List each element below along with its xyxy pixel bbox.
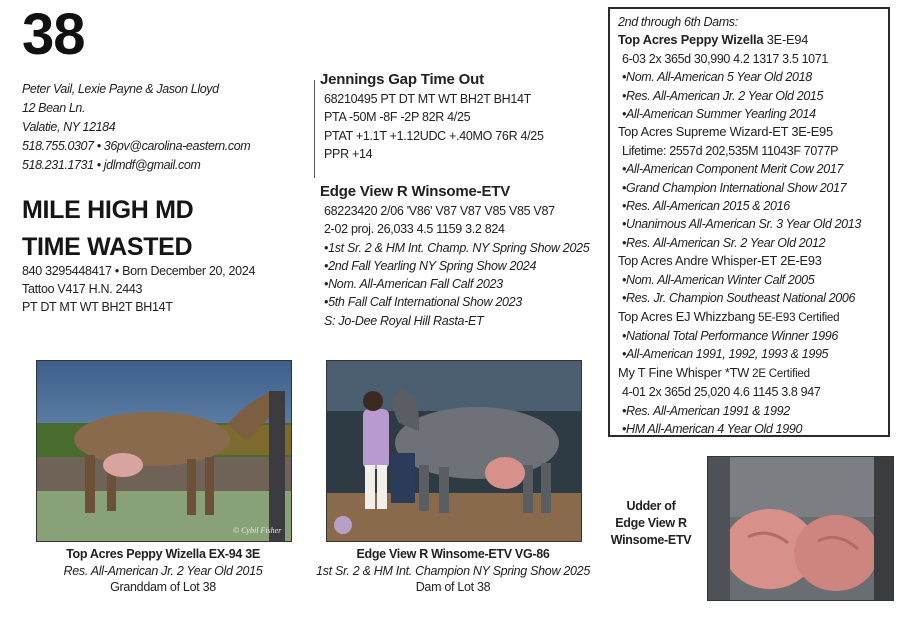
dam-caption [296, 546, 610, 596]
granddam-photo [36, 360, 292, 542]
dam-honor: •Nom. All-American Fall Calf 2023 [324, 277, 503, 292]
dam-6-honor: •Res. All-American 1991 & 1992 [622, 403, 790, 418]
dam-2-honor: •Res. All-American Jr. 2 Year Old 2015 [622, 88, 824, 103]
sire-line: PTAT +1.1T +1.12UDC +.40MO 76R 4/25 [324, 128, 544, 143]
dam-6-record: 4-01 2x 365d 25,020 4.6 1145 3.8 947 [622, 385, 821, 400]
dam-line: 68223420 2/06 'V86' V87 V87 V85 V85 V87 [324, 204, 555, 218]
dam-3-honor: •All-American Component Merit Cow 2017 [622, 162, 844, 177]
dam-6-honor: •HM All-American 4 Year Old 1990 [622, 421, 803, 436]
dam-6-name [618, 364, 888, 383]
granddam-caption-title: Top Acres Peppy Wizella EX-94 3E [66, 547, 260, 561]
animal-tattoo: Tattoo V417 H.N. 2443 [22, 282, 143, 296]
animal-id-birth: 840 3295448417 • Born December 20, 2024 [22, 264, 256, 278]
udder-caption-line2: Edge View R [615, 516, 687, 530]
animal-info [22, 262, 255, 316]
consignor-contact-2: 518.231.1731 • jdlmdf@gmail.com [22, 158, 201, 172]
lot-number: 38 [22, 2, 85, 67]
dam-4-honor: •Res. Jr. Champion Southeast National 2006 [622, 291, 856, 306]
dam-3-class: 3E-E95 [788, 124, 833, 140]
udder-image [708, 457, 893, 600]
dam-photo [326, 360, 582, 542]
dam-4-title: Top Acres Andre Whisper-ET [618, 253, 777, 269]
dam-4-honor: •Nom. All-American Winter Calf 2005 [622, 272, 815, 287]
udder-caption-line1: Udder of [626, 499, 676, 513]
dam-block [320, 183, 589, 330]
animal-name-line2: TIME WASTED [22, 233, 193, 261]
dam-3-honor: •Unanimous All-American Sr. 3 Year Old 2013 [622, 217, 861, 232]
dam-5-honor: •National Total Performance Winner 1996 [622, 328, 838, 343]
dam-sire-line: S: Jo-Dee Royal Hill Rasta-ET [324, 313, 484, 328]
consignor-names: Peter Vail, Lexie Payne & Jason Lloyd [22, 82, 219, 96]
dam-2-record: 6-03 2x 365d 30,990 4.2 1317 3.5 1071 [622, 51, 828, 66]
dam-5-class: 5E-E93 Certified [755, 311, 840, 324]
dam-2-honor: •Nom. All-American 5 Year Old 2018 [622, 70, 812, 85]
udder-caption [600, 498, 702, 549]
dam-caption-title: Edge View R Winsome-ETV VG-86 [356, 547, 550, 561]
dam-6-title: My T Fine Whisper *TW [618, 364, 750, 380]
dam-2-honor: •All-American Summer Yearling 2014 [622, 107, 816, 122]
dam-3-title: Top Acres Supreme Wizard-ET [618, 124, 789, 140]
dam-5-honor: •All-American 1991, 1992, 1993 & 1995 [622, 347, 829, 362]
animal-tests: PT DT MT WT BH2T BH14T [22, 300, 173, 314]
pedigree-divider [314, 80, 315, 178]
consignor-city: Valatie, NY 12184 [22, 120, 116, 134]
granddam-cow-image [37, 361, 291, 541]
sire-line: 68210495 PT DT MT WT BH2T BH14T [324, 92, 531, 106]
dam-3-honor: •Grand Champion International Show 2017 [622, 180, 847, 195]
consignor-street: 12 Bean Ln. [22, 101, 86, 115]
dam-2-class: 3E-E94 [763, 32, 809, 48]
dam-3-honor: •Res. All-American Sr. 2 Year Old 2012 [622, 235, 826, 250]
sire-name: Jennings Gap Time Out [320, 71, 484, 88]
dam-5-title: Top Acres EJ Whizzbang [618, 308, 756, 324]
dam-honor: •2nd Fall Yearling NY Spring Show 2024 [324, 258, 537, 273]
dam-2-title: Top Acres Peppy Wizella [618, 32, 764, 48]
dam-4-class: 2E-E93 [776, 253, 822, 269]
consignor-contact [22, 80, 250, 175]
dam-line: 2-02 proj. 26,033 4.5 1159 3.2 824 [324, 222, 505, 237]
animal-name-line1: MILE HIGH MD [22, 196, 194, 224]
dam-cow-image [327, 361, 581, 541]
dam-3-honor: •Res. All-American 2015 & 2016 [622, 199, 790, 214]
sire-line: PTA -50M -8F -2P 82R 4/25 [324, 110, 471, 125]
sire-line: PPR +14 [324, 146, 373, 161]
sire-block [320, 71, 544, 163]
dam-3-record: Lifetime: 2557d 202,535M 11043F 7077P [622, 143, 839, 158]
granddam-caption-relation: Granddam of Lot 38 [110, 580, 216, 594]
dam-3-name [618, 123, 888, 141]
dam-caption-relation: Dam of Lot 38 [415, 580, 491, 594]
photographer-watermark: © Cybil Fisher [233, 526, 282, 535]
dams-header: 2nd through 6th Dams: [618, 15, 738, 29]
dam-honor: •1st Sr. 2 & HM Int. Champ. NY Spring Show 2025 [324, 240, 590, 255]
granddam-caption-subtitle: Res. All-American Jr. 2 Year Old 2015 [63, 563, 263, 578]
consignor-contact-1: 518.755.0307 • 36pv@carolina-eastern.com [22, 139, 251, 153]
dam-2-name [618, 31, 888, 49]
dam-6-class: 2E Certified [749, 367, 810, 380]
dam-5-name [618, 308, 888, 327]
udder-photo [707, 456, 894, 601]
dam-name: Edge View R Winsome-ETV [320, 183, 511, 200]
udder-caption-line3: Winsome-ETV [610, 533, 692, 547]
dams-box [608, 7, 890, 437]
granddam-caption [18, 546, 308, 596]
dam-honor: •5th Fall Calf International Show 2023 [324, 295, 522, 310]
dam-4-name [618, 252, 888, 270]
dam-caption-subtitle: 1st Sr. 2 & HM Int. Champion NY Spring Show 2025 [316, 563, 590, 578]
